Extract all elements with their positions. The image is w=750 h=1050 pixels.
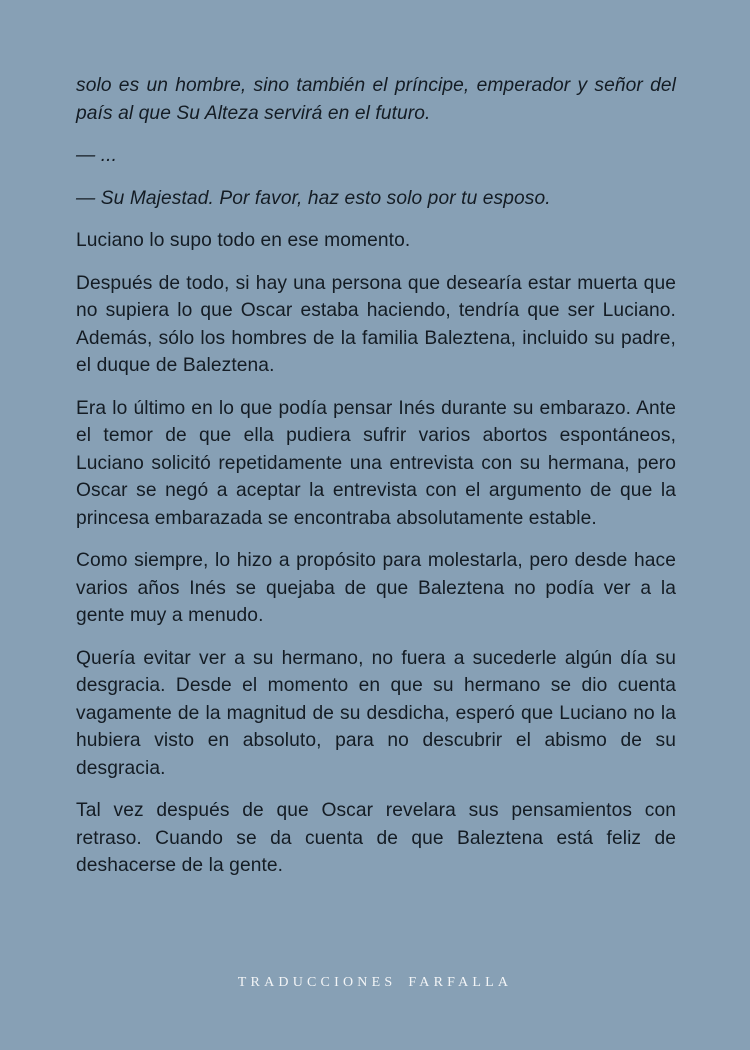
paragraph-4: Luciano lo supo todo en ese momento. — [76, 230, 411, 251]
paragraph-5: Después de todo, si hay una persona que desearía estar muerta que no supiera lo que Oscar estaba haciendo, tendría que ser Luciano. Además, sólo los hombres de la familia Baleztena, incluido su padre, el duque de Baleztena. — [76, 272, 676, 376]
document-body — [76, 72, 676, 895]
footer-word-1: TRADUCCIONES — [237, 975, 397, 990]
paragraph-8: Quería evitar ver a su hermano, no fuera a sucederle algún día su desgracia. Desde el momento en que su hermano se dio cuenta vagamente de la magnitud de su desdicha, esperó que Luciano no la hubiera visto en absoluto, para no descubrir el abismo de su desgracia. — [76, 647, 676, 779]
paragraph-dialogue-3: — Su Majestad. Por favor, haz esto solo por tu esposo. — [76, 187, 551, 209]
footer-word-2: FARFALLA — [408, 975, 513, 990]
footer-credit — [0, 975, 750, 991]
paragraph-dialogue-2: — ... — [76, 145, 118, 166]
paragraph-7: Como siempre, lo hizo a propósito para molestarla, pero desde hace varios años Inés se quejaba de que Baleztena no podía ver a la gente muy a menudo. — [76, 550, 676, 626]
paragraph-9: Tal vez después de que Oscar revelara sus pensamientos con retraso. Cuando se da cuenta de que Baleztena está feliz de deshacerse de la gente. — [76, 800, 676, 876]
paragraph-dialogue-1: solo es un hombre, sino también el príncipe, emperador y señor del país al que Su Alteza servirá en el futuro. — [76, 75, 676, 124]
paragraph-6: Era lo último en lo que podía pensar Inés durante su embarazo. Ante el temor de que ella pudiera sufrir varios abortos espontáneos, Luciano solicitó repetidamente una entrevista con su hermana, pero Oscar se negó a aceptar la entrevista con el argumento de que la princesa embarazada se encontraba absolutamente estable. — [76, 397, 676, 529]
